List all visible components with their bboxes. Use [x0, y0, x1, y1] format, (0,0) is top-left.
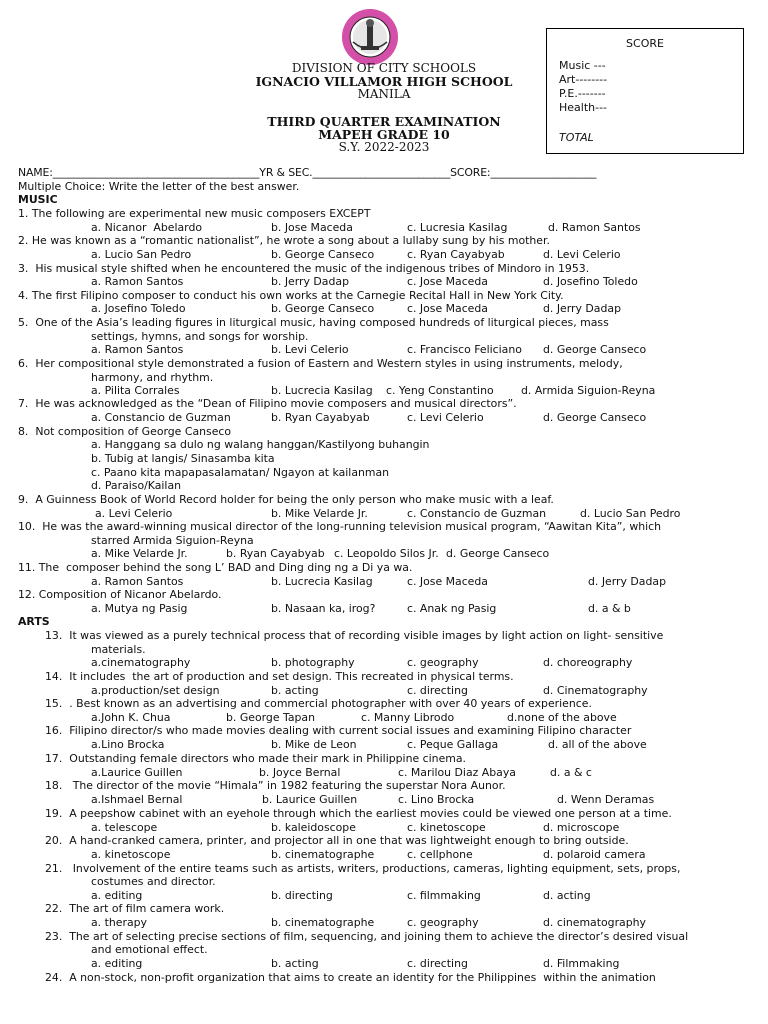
score-total: TOTAL [559, 131, 594, 144]
q19-option-a[interactable]: a. telescope [91, 821, 158, 834]
q12-option-d[interactable]: d. a & b [588, 602, 631, 615]
q5-option-b[interactable]: b. Levi Celerio [271, 343, 349, 356]
q14-option-d[interactable]: d. Cinematography [543, 684, 648, 697]
question-18: 18. The director of the movie “Himala” in 1982 featuring the superstar Nora Aunor. [45, 779, 506, 792]
q2-option-c[interactable]: c. Ryan Cayabyab [407, 248, 505, 261]
q15-option-c[interactable]: c. Manny Librodo [361, 711, 455, 724]
q7-option-d[interactable]: d. George Canseco [543, 411, 647, 424]
q17-option-b[interactable]: b. Joyce Bernal [259, 766, 341, 779]
q9-option-d[interactable]: d. Lucio San Pedro [580, 507, 681, 520]
q22-option-a[interactable]: a. therapy [91, 916, 147, 929]
question-22: 22. The art of film camera work. [45, 902, 225, 915]
question-13: 13. It was viewed as a purely technical process that of recording visible images by light action on light- sensitive [45, 629, 664, 642]
q17-option-c[interactable]: c. Marilou Diaz Abaya [398, 766, 516, 779]
question-23: 23. The art of selecting precise sections of film, sequencing, and joining them to achieve the director’s desired visual [45, 930, 689, 943]
q14-option-b[interactable]: b. acting [271, 684, 319, 697]
question-17: 17. Outstanding female directors who made their mark in Philippine cinema. [45, 752, 467, 765]
student-info-line[interactable]: NAME:_______________________________________YR & SEC.__________________________SCORE:____________________ [18, 166, 597, 179]
q13-option-c[interactable]: c. geography [407, 656, 479, 669]
q7-option-a[interactable]: a. Constancio de Guzman [91, 411, 231, 424]
q12-option-c[interactable]: c. Anak ng Pasig [407, 602, 497, 615]
q18-option-a[interactable]: a.Ishmael Bernal [91, 793, 183, 806]
q7-option-c[interactable]: c. Levi Celerio [407, 411, 484, 424]
q7-option-b[interactable]: b. Ryan Cayabyab [271, 411, 370, 424]
q4-option-b[interactable]: b. George Canseco [271, 302, 375, 315]
q6-option-a[interactable]: a. Pilita Corrales [91, 384, 180, 397]
question-7: 7. He was acknowledged as the “Dean of Filipino movie composers and musical directors”. [18, 397, 517, 410]
question-5: 5. One of the Asia’s leading figures in liturgical music, having composed hundreds of liturgical pieces, mass [18, 316, 609, 329]
q12-option-b[interactable]: b. Nasaan ka, irog? [271, 602, 376, 615]
question-12: 12. Composition of Nicanor Abelardo. [18, 588, 222, 601]
question-13-cont: materials. [91, 643, 146, 656]
q4-option-c[interactable]: c. Jose Maceda [407, 302, 488, 315]
q15-option-a[interactable]: a.John K. Chua [91, 711, 171, 724]
q5-option-d[interactable]: d. George Canseco [543, 343, 647, 356]
question-19: 19. A peepshow cabinet with an eyehole through which the earliest movies could be viewed one person at a time. [45, 807, 672, 820]
q1-option-c[interactable]: c. Lucresia Kasilag [407, 221, 508, 234]
q16-option-a[interactable]: a.Lino Brocka [91, 738, 165, 751]
q5-option-c[interactable]: c. Francisco Feliciano [407, 343, 522, 356]
question-1: 1. The following are experimental new music composers EXCEPT [18, 207, 371, 220]
q1-option-a[interactable]: a. Nicanor Abelardo [91, 221, 203, 234]
q9-option-c[interactable]: c. Constancio de Guzman [407, 507, 547, 520]
q22-option-c[interactable]: c. geography [407, 916, 479, 929]
q16-option-d[interactable]: d. all of the above [548, 738, 647, 751]
instructions: Multiple Choice: Write the letter of the best answer. [18, 180, 300, 193]
question-23-cont: and emotional effect. [91, 943, 208, 956]
q21-option-a[interactable]: a. editing [91, 889, 143, 902]
school-name: IGNACIO VILLAMOR HIGH SCHOOL [255, 74, 513, 89]
score-health: Health--- [559, 101, 608, 114]
q14-option-c[interactable]: c. directing [407, 684, 468, 697]
q8-option-a[interactable]: a. Hanggang sa dulo ng walang hanggan/Kastilyong buhangin [91, 438, 430, 451]
q4-option-d[interactable]: d. Jerry Dadap [543, 302, 621, 315]
question-20: 20. A hand-cranked camera, printer, and projector all in one that was lightweight enough to bring outside. [45, 834, 629, 847]
q19-option-c[interactable]: c. kinetoscope [407, 821, 486, 834]
question-6-cont: harmony, and rhythm. [91, 371, 214, 384]
q1-option-d[interactable]: d. Ramon Santos [548, 221, 641, 234]
q10-option-c[interactable]: c. Leopoldo Silos Jr. [334, 547, 439, 560]
question-21-cont: costumes and director. [91, 875, 216, 888]
q23-option-a[interactable]: a. editing [91, 957, 143, 970]
q21-option-d[interactable]: d. acting [543, 889, 591, 902]
q2-option-a[interactable]: a. Lucio San Pedro [91, 248, 192, 261]
q20-option-a[interactable]: a. kinetoscope [91, 848, 171, 861]
q2-option-d[interactable]: d. Levi Celerio [543, 248, 621, 261]
q21-option-c[interactable]: c. filmmaking [407, 889, 481, 902]
question-21: 21. Involvement of the entire teams such as artists, writers, productions, cameras, lighting equipment, sets, props, [45, 862, 681, 875]
q18-option-c[interactable]: c. Lino Brocka [398, 793, 475, 806]
question-10-cont: starred Armida Siguion-Reyna [91, 534, 254, 547]
question-4: 4. The first Filipino composer to conduct his own works at the Carnegie Recital Hall in New York City. [18, 289, 564, 302]
q21-option-b[interactable]: b. directing [271, 889, 333, 902]
q10-option-a[interactable]: a. Mike Velarde Jr. [91, 547, 188, 560]
q8-option-b[interactable]: b. Tubig at langis/ Sinasamba kita [91, 452, 275, 465]
q13-option-b[interactable]: b. photography [271, 656, 355, 669]
question-10: 10. He was the award-winning musical director of the long-running television musical program, “Aawitan Kita”, which [18, 520, 662, 533]
score-music: Music --- [559, 59, 606, 72]
q20-option-d[interactable]: d. polaroid camera [543, 848, 646, 861]
question-11: 11. The composer behind the song L’ BAD and Ding ding ng a Di ya wa. [18, 561, 413, 574]
question-5-cont: settings, hymns, and songs for worship. [91, 330, 309, 343]
q20-option-b[interactable]: b. cinematographe [271, 848, 375, 861]
division-heading: DIVISION OF CITY SCHOOLS [291, 61, 477, 75]
score-art: Art-------- [559, 73, 608, 86]
q6-option-d[interactable]: d. Armida Siguion-Reyna [521, 384, 656, 397]
q2-option-b[interactable]: b. George Canseco [271, 248, 375, 261]
score-box-title: SCORE [626, 37, 664, 50]
q18-option-b[interactable]: b. Laurice Guillen [262, 793, 358, 806]
question-6: 6. Her compositional style demonstrated a fusion of Eastern and Western styles in using instruments, melody, [18, 357, 623, 370]
q11-option-c[interactable]: c. Jose Maceda [407, 575, 488, 588]
score-box [546, 28, 744, 154]
question-8: 8. Not composition of George Canseco [18, 425, 232, 438]
q23-option-b[interactable]: b. acting [271, 957, 319, 970]
q10-option-b[interactable]: b. Ryan Cayabyab [226, 547, 325, 560]
q18-option-d[interactable]: d. Wenn Deramas [557, 793, 655, 806]
score-pe: P.E.------- [559, 87, 606, 100]
q13-option-d[interactable]: d. choreography [543, 656, 633, 669]
q23-option-c[interactable]: c. directing [407, 957, 468, 970]
question-16: 16. Filipino director/s who made movies dealing with current social issues and examining Filipino character [45, 724, 632, 737]
q5-option-a[interactable]: a. Ramon Santos [91, 343, 184, 356]
question-2: 2. He was known as a “romantic nationalist”, he wrote a song about a lullaby sung by his mother. [18, 234, 550, 247]
question-14: 14. It includes the art of production and set design. This recreated in physical terms. [45, 670, 514, 683]
q3-option-b[interactable]: b. Jerry Dadap [271, 275, 349, 288]
q8-option-c[interactable]: c. Paano kita mapapasalamatan/ Ngayon at kailanman [91, 466, 390, 479]
question-9: 9. A Guinness Book of World Record holder for being the only person who make music with a leaf. [18, 493, 554, 506]
q6-option-b[interactable]: b. Lucrecia Kasilag [271, 384, 373, 397]
q10-option-d[interactable]: d. George Canseco [446, 547, 550, 560]
q15-option-b[interactable]: b. George Tapan [226, 711, 316, 724]
q6-option-c[interactable]: c. Yeng Constantino [386, 384, 494, 397]
question-3: 3. His musical style shifted when he encountered the music of the indigenous tribes of Mindoro in 1953. [18, 262, 590, 275]
q17-option-d[interactable]: d. a & c [550, 766, 592, 779]
q3-option-c[interactable]: c. Jose Maceda [407, 275, 488, 288]
q3-option-d[interactable]: d. Josefino Toledo [543, 275, 638, 288]
q16-option-c[interactable]: c. Peque Gallaga [407, 738, 499, 751]
section-arts: ARTS [18, 615, 50, 628]
city-heading: MANILA [357, 87, 411, 101]
q19-option-b[interactable]: b. kaleidoscope [271, 821, 356, 834]
q4-option-a[interactable]: a. Josefino Toledo [91, 302, 186, 315]
subject-title: MAPEH GRADE 10 [318, 127, 450, 142]
q13-option-a[interactable]: a.cinematography [91, 656, 191, 669]
q19-option-d[interactable]: d. microscope [543, 821, 620, 834]
q15-option-d[interactable]: d.none of the above [507, 711, 617, 724]
q9-option-a[interactable]: a. Levi Celerio [95, 507, 173, 520]
q8-option-d[interactable]: d. Paraiso/Kailan [91, 479, 182, 492]
q22-option-d[interactable]: d. cinematography [543, 916, 646, 929]
q11-option-b[interactable]: b. Lucrecia Kasilag [271, 575, 373, 588]
q20-option-c[interactable]: c. cellphone [407, 848, 473, 861]
school-seal-logo [341, 8, 399, 66]
q1-option-b[interactable]: b. Jose Maceda [271, 221, 353, 234]
school-year: S.Y. 2022-2023 [338, 140, 430, 154]
q3-option-a[interactable]: a. Ramon Santos [91, 275, 184, 288]
q23-option-d[interactable]: d. Filmmaking [543, 957, 620, 970]
q22-option-b[interactable]: b. cinematographe [271, 916, 375, 929]
exam-title: THIRD QUARTER EXAMINATION [267, 114, 501, 129]
q16-option-b[interactable]: b. Mike de Leon [271, 738, 357, 751]
q14-option-a[interactable]: a.production/set design [91, 684, 220, 697]
q17-option-a[interactable]: a.Laurice Guillen [91, 766, 183, 779]
question-15: 15. . Best known as an advertising and commercial photographer with over 40 years of experience. [45, 697, 592, 710]
q12-option-a[interactable]: a. Mutya ng Pasig [91, 602, 188, 615]
question-24: 24. A non-stock, non-profit organization that aims to create an identity for the Philippines within the animation [45, 971, 656, 984]
section-music: MUSIC [18, 193, 58, 206]
q11-option-d[interactable]: d. Jerry Dadap [588, 575, 666, 588]
q9-option-b[interactable]: b. Mike Velarde Jr. [271, 507, 368, 520]
q11-option-a[interactable]: a. Ramon Santos [91, 575, 184, 588]
